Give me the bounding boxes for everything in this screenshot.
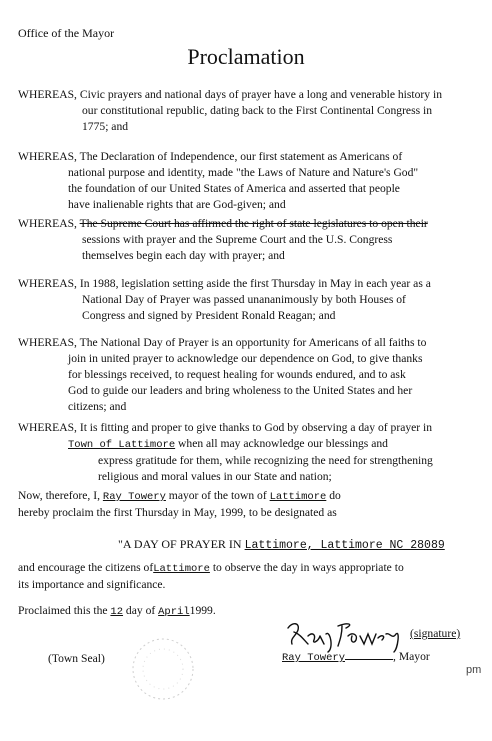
paragraph-line: express gratitude for them, while recognizing the need for strengthening	[98, 454, 433, 467]
mayor-name-fill-in: Ray Towery	[282, 652, 346, 664]
whereas-paragraph-declaration	[18, 149, 480, 213]
day-of-prayer-declaration	[118, 537, 445, 552]
whereas-paragraph-opportunity	[18, 335, 480, 415]
paragraph-line: WHEREAS, It is fitting and proper to give thanks to God by observing a day of prayer in	[18, 421, 433, 434]
line-text: 1999.	[189, 604, 216, 617]
paragraph-line: Congress and signed by President Ronald Reagan; and	[82, 309, 336, 322]
mayor-title: , Mayor	[393, 650, 430, 663]
seal-icon	[128, 635, 198, 703]
mayor-name-fill-in: Ray Towery	[102, 491, 166, 503]
paragraph-line: our constitutional republic, dating back to the First Continental Congress in	[82, 104, 433, 117]
paragraph-line: religious and moral values in our State and nation;	[98, 470, 332, 483]
whereas-paragraph-1988	[18, 276, 480, 324]
page-title: Proclamation	[187, 44, 305, 69]
paragraph-line: WHEREAS, In 1988, legislation setting aside the first Thursday in May in each year as a	[18, 277, 431, 290]
paragraph-line: the foundation of our United States of America and asserted that people	[68, 182, 400, 195]
paragraph-line: its importance and significance.	[18, 578, 166, 591]
line-text: day of	[123, 604, 159, 617]
mayor-name-line	[282, 650, 430, 664]
proclaimed-date-line	[18, 604, 216, 618]
signature-underline	[345, 659, 393, 660]
encourage-paragraph	[18, 560, 480, 593]
month-fill-in: April	[158, 606, 190, 618]
paragraph-line: National Day of Prayer was passed unananimously by both Houses of	[82, 293, 406, 306]
whereas-paragraph-supreme-court	[18, 216, 480, 264]
whereas-paragraph-history	[18, 87, 480, 135]
paragraph-line: join in united prayer to acknowledge our dependence on God, to give thanks	[68, 352, 423, 365]
line-text: WHEREAS,	[18, 217, 80, 230]
paragraph-line: themselves begin each day with prayer; and	[82, 249, 285, 262]
town-fill-in: Lattimore	[269, 491, 327, 503]
town-seal-label: (Town Seal)	[48, 652, 105, 665]
paragraph-line: citizens; and	[68, 400, 127, 413]
line-text: and encourage the citizens of	[18, 561, 154, 574]
line-text: when all may acknowledge our blessings and	[175, 437, 388, 450]
now-therefore-paragraph	[18, 488, 480, 521]
town-fill-in: Town of Lattimore	[68, 439, 176, 451]
paragraph-line: WHEREAS, The Declaration of Independence, our first statement as Americans of	[18, 150, 403, 163]
town-fill-in: Lattimore	[153, 563, 210, 575]
paragraph-line: God to guide our leaders and bring wholeness to the United States and her	[68, 384, 413, 397]
paragraph-line: for blessings received, to request healing for wounds endured, and to ask	[68, 368, 406, 381]
corner-mark: pm	[466, 664, 482, 676]
paragraph-line	[18, 216, 480, 232]
line-text: to observe the day in ways appropriate to	[209, 561, 404, 574]
signature-caption: (signature)	[410, 627, 461, 640]
line-text: Now, therefore, I,	[18, 489, 103, 502]
paragraph-line: sessions with prayer and the Supreme Court and the U.S. Congress	[82, 233, 393, 246]
paragraph-line	[18, 560, 480, 577]
line-text: do	[326, 489, 341, 502]
line-text: "A DAY OF PRAYER IN	[118, 537, 245, 551]
paragraph-line: hereby proclaim the first Thursday in May, 1999, to be designated as	[18, 506, 337, 519]
paragraph-line	[18, 488, 480, 505]
line-text: mayor of the town of	[165, 489, 270, 502]
paragraph-line: WHEREAS, The National Day of Prayer is an opportunity for Americans of all faiths to	[18, 336, 427, 349]
paragraph-line	[18, 436, 480, 453]
paragraph-line: WHEREAS, Civic prayers and national days of prayer have a long and venerable history in	[18, 88, 443, 101]
handwritten-signature	[282, 618, 412, 654]
struck-text: The Supreme Court has affirmed the right of state legislatures to open their	[79, 217, 428, 230]
day-fill-in: 12	[110, 606, 124, 618]
place-fill-in: Lattimore, Lattimore NC 28089	[244, 539, 445, 552]
whereas-paragraph-fitting	[18, 420, 480, 485]
paragraph-line: 1775; and	[82, 120, 129, 133]
line-text: Proclaimed this the	[18, 604, 111, 617]
town-seal-stamp	[128, 635, 198, 708]
paragraph-line: have inalienable rights that are God-given; and	[68, 198, 286, 211]
paragraph-line: national purpose and identity, made "the Laws of Nature and Nature's God"	[68, 166, 419, 179]
office-heading: Office of the Mayor	[18, 26, 115, 40]
